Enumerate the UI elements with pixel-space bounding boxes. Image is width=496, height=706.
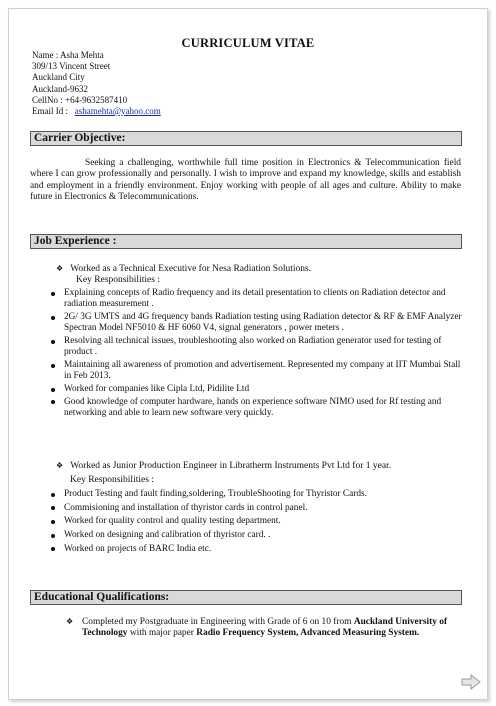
bullet-icon <box>51 340 55 344</box>
list-item: Worked on projects of BARC India etc. <box>64 544 464 555</box>
bullet-icon <box>51 493 55 497</box>
education-heading: Educational Qualifications: <box>30 590 462 605</box>
list-item: Resolving all technical issues, troubleshooting also worked on Radiation generator used for testing of product . <box>64 336 464 358</box>
bullet-icon <box>51 316 55 320</box>
university-name: Auckland University of Technology <box>82 617 448 639</box>
bullet-icon <box>51 292 55 296</box>
job-2-responsibilities <box>64 489 464 558</box>
email-link[interactable]: ashamehta@yahoo.com <box>74 106 161 117</box>
job-2-title: Worked as Junior Production Engineer in Libratherm Instruments Pvt Ltd for 1 year. <box>70 461 392 471</box>
job-2-title-row <box>56 460 391 473</box>
experience-heading: Job Experience : <box>30 234 462 249</box>
contact-cell: CellNo : +64-9632587410 <box>32 94 128 105</box>
major-paper: Radio Frequency System, Advanced Measuring System. <box>196 628 420 639</box>
list-item: Worked on designing and calibration of thyristor card. . <box>64 530 464 541</box>
list-item: Good knowledge of computer hardware, hands on experience software NIMO used for Rf testing and networking and able to learn new software very quickly. <box>64 397 464 419</box>
objective-heading: Carrier Objective: <box>30 131 462 146</box>
email-label: Email Id : <box>32 106 68 117</box>
contact-email-row <box>32 106 161 117</box>
job-1-title-row <box>56 263 311 276</box>
bullet-icon <box>51 520 55 524</box>
education-text: Completed my Postgraduate in Engineering with Grade of 6 on 10 from Auckland University of Technology with major paper Radio Frequency System, Advanced Measuring System. <box>82 617 448 639</box>
next-page-arrow-icon[interactable] <box>460 674 482 690</box>
document-title: CURRICULUM VITAE <box>181 36 315 50</box>
diamond-bullet-icon: ❖ <box>56 461 64 470</box>
list-item: 2G/ 3G UMTS and 4G frequency bands Radiation testing using Radiation detector & RF & EMF Analyzer Spectran Model NF5010 & HF 6060 V4, signal generators , power meters . <box>64 312 464 334</box>
contact-address-line1: 309/13 Vincent Street <box>32 61 111 72</box>
job-1-responsibilities <box>64 288 464 421</box>
job-2-resp-label: Key Responsibilities : <box>70 475 154 485</box>
contact-address-line3: Auckland-9632 <box>32 83 88 94</box>
list-item: Explaining concepts of Radio frequency and its detail presentation to clients on Radiation detector and radiation measurement . <box>64 288 464 310</box>
objective-text: Seeking a challenging, worthwhile full time position in Electronics & Telecommunication field where I can grow professionally and personally. I wish to improve and expand my knowledge, skills and establish and employment in a friendly environment. Enjoy working with people of all ages and culture. Ability to make future in Electronics & Telecommunications. <box>30 158 461 203</box>
diamond-bullet-icon: ❖ <box>56 264 64 273</box>
bullet-icon <box>51 364 55 368</box>
diamond-bullet-icon: ❖ <box>66 617 74 626</box>
bullet-icon <box>51 534 55 538</box>
bullet-icon <box>51 388 55 392</box>
job-1-resp-label: Key Responsibilities : <box>76 275 160 285</box>
list-item: Product Testing and fault finding,soldering, TroubleShooting for Thyristor Cards. <box>64 489 464 500</box>
list-item: Commisioning and installation of thyristor cards in control panel. <box>64 503 464 514</box>
list-item: Maintaining all awareness of promotion and advertisement. Represented my company at IIT Mumbai Stall in Feb 2013. <box>64 360 464 382</box>
list-item: Worked for quality control and quality testing department. <box>64 516 464 527</box>
job-1-title: Worked as a Technical Executive for Nesa Radiation Solutions. <box>70 264 312 274</box>
contact-name: Name : Asha Mehta <box>32 50 104 60</box>
contact-block <box>32 50 161 117</box>
list-item: Worked for companies like Cipla Ltd, Pidilite Ltd <box>64 384 464 395</box>
contact-address-line2: Auckland City <box>32 72 85 83</box>
